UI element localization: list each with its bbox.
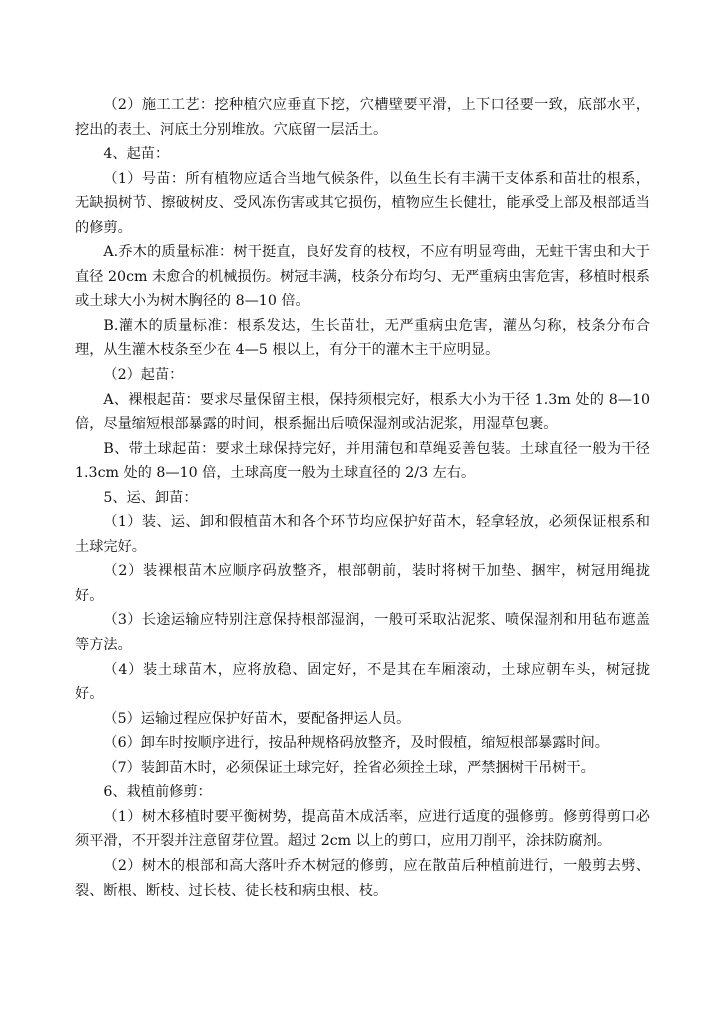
paragraph-shrub-quality-standard: B.灌木的质量标准：根系发达，生长苗壮，无严重病虫危害，灌丛匀称，枝条分布合理，从生灌木枝条至少在 4—5 根以上，有分干的灌木主干应明显。: [75, 317, 650, 359]
paragraph-transport-7: （7）装卸苗木时，必须保证土球完好，拴省必须拴土球，严禁捆树干吊树干。: [103, 759, 595, 776]
heading-lifting: （2）起苗：: [103, 367, 184, 384]
paragraph-transport-4: （4）装土球苗木，应将放稳、固定好，不是其在车厢滚动，土球应朝车头，树冠拢好。: [75, 661, 650, 703]
heading-lifting-seedlings: 4、起苗：: [103, 146, 170, 163]
document-body: [75, 93, 650, 903]
heading-transport-unloading: 5、运、卸苗：: [103, 489, 198, 506]
paragraph-marking-seedlings: （1）号苗：所有植物应适合当地气候条件，以鱼生长有丰满干支体系和苗壮的根系，无缺损树节、擦破树皮、受风冻伤害或其它损伤，植物应生长健壮，能承受上部及根部适当的修剪。: [75, 170, 650, 236]
paragraph-bare-root-lifting: A、裸根起苗：要求尽量保留主根，保持须根完好，根系大小为干径 1.3m 处的 8—10 倍，尽量缩短根部暴露的时间，根系掘出后喷保湿剂或沾泥浆，用湿草包裹。: [75, 391, 650, 433]
paragraph-transport-6: （6）卸车时按顺序进行，按品种规格码放整齐，及时假植，缩短根部暴露时间。: [103, 735, 609, 752]
paragraph-transport-2: （2）装裸根苗木应顺序码放整齐，根部朝前，装时将树干加垫、捆牢，树冠用绳拢好。: [75, 563, 650, 604]
paragraph-pruning-2: （2）树木的根部和高大落叶乔木树冠的修剪，应在散苗后种植前进行，一般剪去劈、裂、断根、断枝、过长枝、徒长枝和病虫根、枝。: [75, 857, 650, 899]
paragraph-transport-5: （5）运输过程应保护好苗木，要配备押运人员。: [103, 710, 411, 727]
heading-pre-planting-pruning: 6、栽植前修剪：: [103, 784, 212, 801]
paragraph-tree-quality-standard: A.乔木的质量标准：树干挺直，良好发育的枝杈，不应有明显弯曲，无蛀干害虫和大于直径 20cm 未愈合的机械损伤。树冠丰满，枝条分布均匀、无严重病虫害危害，移植时根系或土球大小为树木胸径的 8—10 倍。: [75, 244, 650, 310]
paragraph-transport-1: （1）装、运、卸和假植苗木和各个环节均应保护好苗木，轻拿轻放，必须保证根系和土球完好。: [75, 514, 650, 555]
paragraph-transport-3: （3）长途运输应特别注意保持根部湿润，一般可采取沾泥浆、喷保湿剂和用毡布遮盖等方法。: [75, 612, 650, 654]
paragraph-soil-ball-lifting: B、带土球起苗：要求土球保持完好，并用蒲包和草绳妥善包装。土球直径一般为干径 1.3cm 处的 8—10 倍，土球高度一般为土球直径的 2/3 左右。: [75, 440, 650, 482]
paragraph-pruning-1: （1）树木移植时要平衡树势，提高苗木成活率，应进行适度的强修剪。修剪得剪口必须平滑，不开裂并注意留芽位置。超过 2cm 以上的剪口，应用刀削平，涂抹防腐剂。: [75, 808, 650, 850]
paragraph-construction-process: （2）施工工艺：挖种植穴应垂直下挖，穴槽壁要平滑，上下口径要一致，底部水平，挖出的表土、河底土分别堆放。穴底留一层活土。: [75, 97, 650, 138]
